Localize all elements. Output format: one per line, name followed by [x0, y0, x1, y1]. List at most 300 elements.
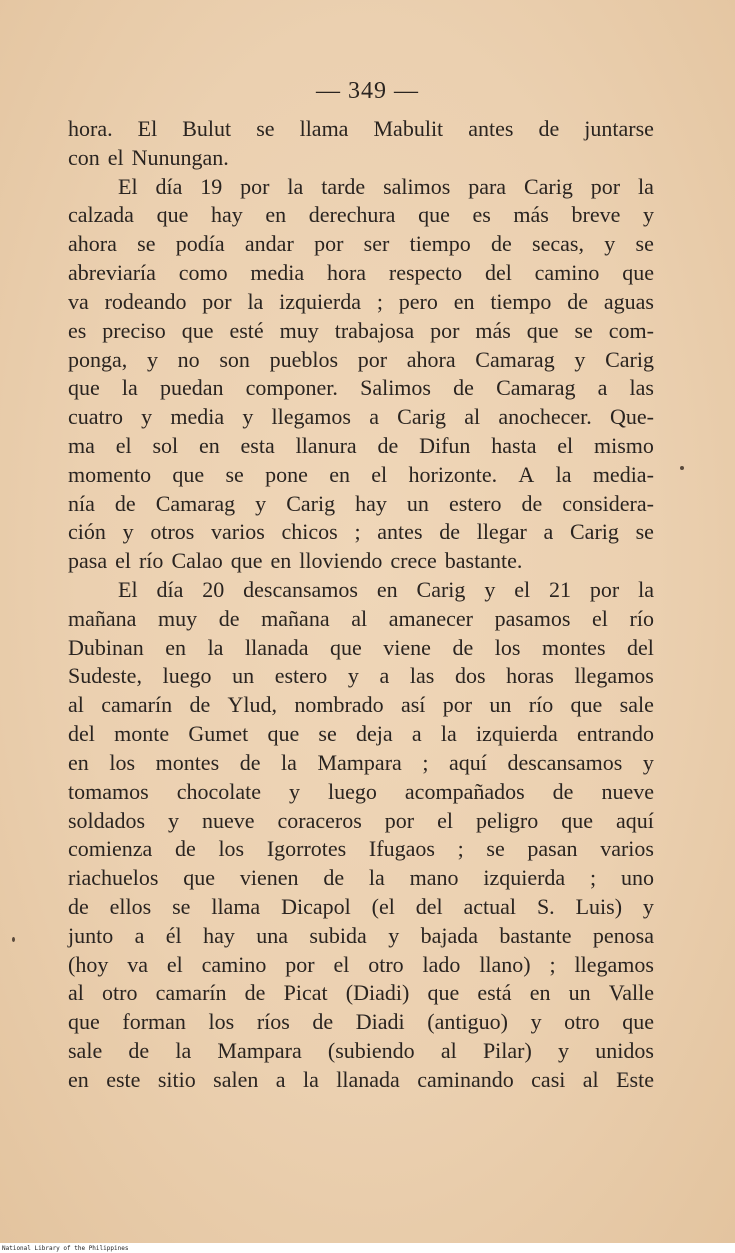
word: a [369, 404, 379, 430]
word: en [453, 288, 475, 314]
word: en [165, 634, 187, 660]
word: abreviaría [68, 260, 156, 286]
word: (el [371, 893, 395, 919]
word: el [115, 548, 131, 574]
word: y [146, 346, 158, 372]
word: llegar [476, 519, 527, 545]
word: a [597, 375, 608, 401]
word: a [543, 519, 554, 545]
text-line [68, 835, 654, 864]
word: unidos [595, 1038, 654, 1063]
word: de [218, 605, 240, 631]
word: Calao [171, 548, 223, 574]
word: vienen [239, 865, 299, 891]
word: 21 [548, 577, 571, 602]
word: por [442, 692, 473, 718]
word: preciso [102, 317, 166, 343]
word: él [165, 922, 182, 948]
word: un [489, 692, 512, 718]
word: que [68, 1009, 100, 1035]
word: amanecer [388, 605, 473, 631]
word: al [68, 692, 84, 718]
word: el [115, 432, 132, 458]
word: (antiguo) [427, 1009, 508, 1035]
text-line [68, 144, 654, 173]
word: a [411, 721, 422, 747]
word: pueblos [269, 346, 339, 372]
word: por [357, 346, 388, 372]
word: por [314, 231, 344, 257]
word: de [174, 836, 196, 862]
word: chocolate [176, 778, 261, 804]
text-line [68, 951, 654, 980]
word: en [329, 461, 350, 487]
word: llanada [244, 634, 309, 660]
word: otro [564, 1009, 600, 1035]
word: día [156, 577, 184, 602]
word: El [118, 577, 138, 602]
word: El [137, 116, 158, 141]
word: 20 [202, 577, 225, 602]
word: se [137, 231, 156, 257]
word: riachuelos [68, 865, 159, 891]
word: Camarag [496, 375, 576, 401]
word: sale [619, 692, 654, 718]
word: que [68, 375, 100, 401]
word: la [175, 1038, 192, 1063]
word: A [518, 461, 535, 487]
text-line [68, 979, 654, 1008]
word: antes [377, 519, 423, 545]
word: llanada [336, 1066, 400, 1092]
word: Que- [609, 404, 654, 430]
word: componer. [245, 375, 338, 401]
word: de [491, 231, 512, 257]
text-line [68, 807, 654, 836]
word: río [528, 692, 554, 718]
word: se [318, 721, 337, 747]
word: hay [210, 202, 243, 228]
word: río [629, 605, 654, 631]
word: nueve [201, 807, 255, 833]
word: son [219, 346, 250, 372]
word: de [521, 490, 543, 516]
word: en [198, 432, 220, 458]
word: Igorrotes [266, 836, 347, 862]
word: podía [175, 231, 225, 257]
library-credit: National Library of the Philippines [2, 1245, 129, 1252]
word: por [590, 173, 621, 199]
word: media [170, 404, 225, 430]
word: que [622, 1009, 654, 1035]
word: mañana [261, 605, 330, 631]
text-line [68, 576, 654, 605]
word: peligro [475, 807, 539, 833]
word: casi [531, 1066, 566, 1092]
word: izquierda [279, 288, 362, 314]
word: el [592, 605, 608, 631]
word: Carig [605, 346, 654, 372]
word: secas, [532, 231, 584, 257]
word: Ifugaos [368, 836, 435, 862]
word: como [178, 260, 228, 286]
word: ma [68, 432, 95, 458]
word: Valle [608, 980, 654, 1006]
word: sitio [157, 1066, 196, 1092]
word: las [629, 375, 654, 401]
word: caminando [417, 1066, 514, 1092]
word: soldados [68, 807, 145, 833]
word: la [302, 1066, 319, 1092]
word: bastante [499, 922, 572, 948]
word: para [468, 173, 507, 199]
word: ellos [109, 893, 152, 919]
word: más [475, 317, 511, 343]
word: hay [203, 922, 235, 948]
word: es [68, 317, 87, 343]
word: las [409, 663, 435, 689]
text-line [68, 230, 654, 259]
word: y [484, 577, 496, 602]
word: comienza [68, 836, 153, 862]
word: Este [616, 1066, 654, 1092]
page-number: — 349 — [316, 78, 419, 104]
word: pasamos [494, 605, 571, 631]
word: la [207, 634, 224, 660]
word: Ylud, [227, 692, 278, 718]
word: Carig [570, 519, 619, 545]
text-line [68, 864, 654, 893]
word: al [68, 980, 84, 1006]
word: pone [265, 461, 308, 487]
word: a [275, 1066, 286, 1092]
word: bajada [420, 922, 479, 948]
word: andar [244, 231, 294, 257]
word: coraceros [277, 807, 362, 833]
word: Carig [397, 404, 447, 430]
word: en [376, 577, 398, 602]
word: Bulut [182, 116, 232, 141]
word: acompañados [404, 778, 525, 804]
word: horizonte. [408, 461, 498, 487]
word: río [138, 548, 164, 574]
word: los [208, 1009, 235, 1035]
word: que [181, 317, 214, 343]
word: chicos [281, 519, 338, 545]
word: del [68, 721, 95, 747]
text-line [68, 374, 654, 403]
word: y [122, 519, 134, 545]
word: S. [536, 893, 555, 919]
word: que [561, 807, 594, 833]
word: es [472, 202, 491, 228]
word: ahora [406, 346, 456, 372]
word: considera- [562, 490, 654, 516]
word: momento [68, 461, 152, 487]
body-text [68, 115, 654, 1095]
word: (Diadi) [345, 980, 410, 1006]
word: en [529, 980, 551, 1006]
word: Picat [283, 980, 328, 1006]
text-line [68, 605, 654, 634]
word: luego [328, 778, 377, 804]
word: ; [549, 951, 556, 977]
word: muy [279, 317, 319, 343]
word: esté [229, 317, 264, 343]
word: Pilar) [482, 1038, 532, 1063]
word: llanura [295, 432, 357, 458]
word: pero [398, 288, 438, 314]
word: de [128, 1038, 150, 1063]
word: que [330, 634, 362, 660]
word: tarde [321, 173, 366, 199]
word: y [558, 1038, 570, 1063]
word: puedan [159, 375, 224, 401]
word: por [202, 288, 232, 314]
word: junto [68, 922, 114, 948]
word: (hoy [68, 951, 109, 977]
word: uno [620, 865, 654, 891]
text-line [68, 1066, 654, 1095]
word: con [68, 144, 100, 170]
word: el [166, 951, 183, 977]
word: varios [211, 519, 265, 545]
word: de [244, 980, 266, 1006]
word: sale [68, 1038, 103, 1063]
word: el [107, 144, 124, 170]
word: Mabulit [373, 116, 444, 141]
word: media [250, 260, 305, 286]
word: por [589, 577, 620, 602]
text-line [68, 115, 654, 144]
ink-speck [12, 937, 15, 942]
word: llama [299, 116, 349, 141]
word: hora [326, 260, 367, 286]
text-line [68, 317, 654, 346]
word: ción [68, 519, 106, 545]
word: la [281, 749, 297, 775]
word: que [418, 202, 450, 228]
word: Carig [523, 173, 573, 199]
word: y [642, 893, 654, 919]
word: ; [457, 836, 464, 862]
word: Carig [286, 490, 336, 516]
word: los [109, 749, 136, 775]
word: de [452, 634, 474, 660]
word: de [453, 375, 474, 401]
word: que [156, 202, 189, 228]
word: en [270, 548, 292, 574]
word: y [289, 778, 300, 804]
word: trabajosa [334, 317, 415, 343]
word: aguas [603, 288, 654, 314]
word: hay [355, 490, 387, 516]
word: el [514, 577, 531, 602]
word: del [484, 260, 512, 286]
text-line [68, 778, 654, 807]
word: calzada [68, 202, 134, 228]
word: se [574, 317, 593, 343]
word: se [225, 461, 244, 487]
word: Salimos [360, 375, 431, 401]
word: actual [463, 893, 517, 919]
word: la [440, 721, 457, 747]
word: que [172, 461, 205, 487]
text-line [68, 634, 654, 663]
word: por [430, 317, 460, 343]
word: pasa [68, 548, 108, 574]
text-line [68, 893, 654, 922]
word: camarín [155, 980, 227, 1006]
word: Dicapol [281, 893, 351, 919]
word: esta [240, 432, 275, 458]
word: estero [274, 663, 328, 689]
word: camino [534, 260, 600, 286]
text-line [68, 259, 654, 288]
word: aquí [449, 749, 487, 775]
word: y [347, 663, 359, 689]
word: en [68, 749, 89, 775]
word: una [256, 922, 288, 948]
word: el [371, 461, 388, 487]
word: la [555, 461, 572, 487]
word: crece [390, 548, 437, 574]
word: al [440, 1038, 457, 1063]
text-line [68, 288, 654, 317]
word: llegamos [574, 951, 654, 977]
word: que [230, 548, 263, 574]
word: llegamos [271, 404, 351, 430]
word: antes [468, 116, 514, 141]
word: de [323, 865, 345, 891]
word: forman [122, 1009, 186, 1035]
word: que [427, 980, 460, 1006]
word: El [118, 173, 138, 199]
word: de [439, 519, 460, 545]
word: y [574, 346, 586, 372]
word: del [627, 634, 654, 660]
word: de [377, 432, 399, 458]
word: Sudeste, [68, 663, 142, 689]
word: a [134, 922, 145, 948]
word: ser [363, 231, 390, 257]
word: Diadi [355, 1009, 405, 1035]
word: juntarse [584, 116, 654, 141]
word: tiempo [409, 231, 471, 257]
text-line [68, 547, 654, 576]
word: rodeando [104, 288, 187, 314]
word: y [242, 404, 254, 430]
word: izquierda [483, 865, 566, 891]
word: se [256, 116, 275, 141]
word: sol [152, 432, 179, 458]
word: Mampara [217, 1038, 302, 1063]
word: ponga, [68, 346, 128, 372]
word: llama [211, 893, 261, 919]
word: anochecer. [498, 404, 592, 430]
word: bastante. [444, 548, 523, 574]
word: nía [68, 490, 95, 516]
word: el [557, 432, 574, 458]
word: salen [213, 1066, 259, 1092]
word: se [635, 231, 654, 257]
word: lado [422, 951, 461, 977]
text-line [68, 1037, 654, 1066]
word: otros [150, 519, 195, 545]
word: a [379, 663, 390, 689]
word: mañana [68, 605, 137, 631]
word: Difun [419, 432, 471, 458]
word: ; [376, 288, 383, 314]
text-line [68, 173, 654, 202]
word: penosa [592, 922, 654, 948]
word: llano) [479, 951, 531, 977]
word: por [285, 951, 315, 977]
word: que [183, 865, 215, 891]
word: respecto [388, 260, 463, 286]
word: por [240, 173, 270, 199]
word: y [167, 807, 179, 833]
word: descansamos [243, 577, 358, 602]
word: de [68, 893, 89, 919]
word: por [384, 807, 415, 833]
text-line [68, 432, 654, 461]
word: este [106, 1066, 141, 1092]
word: lloviendo [299, 548, 383, 574]
word: en [265, 202, 287, 228]
word: hasta [491, 432, 537, 458]
word: que [570, 692, 603, 718]
word: de [312, 1009, 334, 1035]
word: y [642, 749, 654, 775]
word: un [406, 490, 429, 516]
word: cuatro [68, 404, 123, 430]
word: media- [592, 461, 654, 487]
text-line [68, 662, 654, 691]
word: Luis) [575, 893, 623, 919]
word: la [121, 375, 138, 401]
word: que [526, 317, 559, 343]
word: descansamos [507, 749, 623, 775]
word: más [513, 202, 549, 228]
text-line [68, 490, 654, 519]
word: está [477, 980, 512, 1006]
word: dos [454, 663, 486, 689]
word: luego [162, 663, 212, 689]
word: muy [158, 605, 198, 631]
word: derechura [308, 202, 396, 228]
word: Gumet [188, 721, 249, 747]
text-line [68, 518, 654, 547]
word: de [239, 749, 261, 775]
word: de [538, 116, 560, 141]
word: montes [155, 749, 220, 775]
word: subida [309, 922, 367, 948]
word: va [127, 951, 148, 977]
word: y [255, 490, 267, 516]
text-line [68, 201, 654, 230]
word: se [486, 836, 505, 862]
ink-speck [680, 466, 684, 470]
word: al [464, 404, 481, 430]
word: izquierda [475, 721, 558, 747]
word: del [415, 893, 443, 919]
word: ríos [256, 1009, 290, 1035]
word: que [267, 721, 300, 747]
word: un [568, 980, 591, 1006]
word: y [604, 231, 616, 257]
word: de [189, 692, 211, 718]
